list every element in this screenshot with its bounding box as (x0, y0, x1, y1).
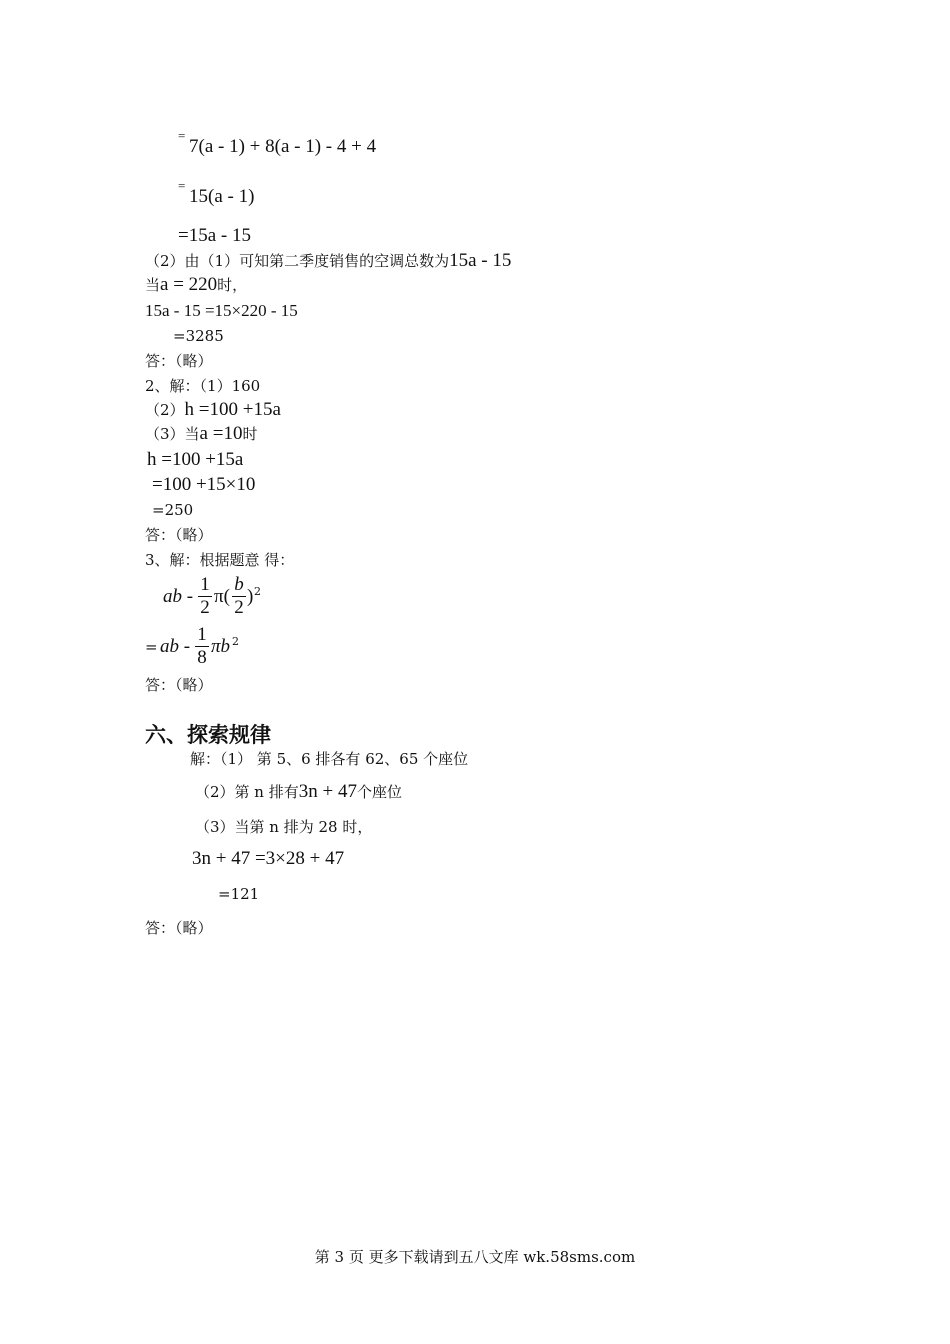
fraction-numerator: b (234, 574, 244, 595)
math-expression: a = 220 (160, 274, 218, 295)
solution-line: （3）当第 n 排为 28 时， (195, 818, 373, 836)
question-text: （2）由（1）可知第二季度销售的空调总数为 (145, 252, 450, 270)
result-line: =250 (152, 501, 194, 519)
math-expression: ) (247, 586, 254, 607)
equals-sign: = (178, 128, 186, 143)
math-expression: 3n + 47 =3×28 + 47 (192, 848, 345, 869)
math-expression: πb (211, 636, 231, 657)
answer-line: 答：（略） (145, 352, 213, 370)
answer-line: 答：（略） (145, 526, 213, 544)
question-suffix: 时 (242, 425, 258, 443)
page-footer: 第 3 页 更多下载请到五八文库 wk.58sms.com (314, 1248, 636, 1266)
equals-sign: = (178, 178, 186, 193)
question-label: （2） (145, 401, 185, 419)
solution-line: 解：（1） 第 5、6 排各有 62、65 个座位 (190, 750, 469, 768)
math-expression: ab - (163, 586, 194, 607)
answer-line: 答：（略） (145, 676, 213, 694)
math-expression: ab - (160, 636, 191, 657)
math-expression: π( (214, 586, 230, 607)
math-expression: =15a - 15 (178, 225, 251, 246)
problem-title: 3、解：根据题意 得： (145, 551, 295, 569)
solution-text: （2）第 n 排有 (195, 783, 299, 801)
exponent: 2 (254, 585, 261, 598)
problem-title: 2、解：（1）160 (145, 377, 261, 395)
question-label: （3）当 (145, 425, 200, 443)
condition-line (145, 275, 247, 295)
math-expression: 15a - 15 =15×220 - 15 (145, 301, 298, 320)
fraction (198, 575, 212, 618)
fraction-numerator: 1 (200, 574, 210, 595)
math-expression: 7(a - 1) + 8(a - 1) - 4 + 4 (189, 136, 377, 157)
math-expression: =100 +15×10 (152, 474, 256, 495)
solution-suffix: 个座位 (356, 783, 402, 801)
condition-text: 当 (145, 276, 161, 294)
exponent: 2 (232, 635, 239, 648)
math-expression: a =10 (199, 423, 243, 444)
question-line (145, 251, 511, 271)
condition-suffix: 时， (217, 276, 248, 294)
fraction-numerator: 1 (197, 624, 207, 645)
question-line (145, 424, 257, 444)
equals-sign: = (145, 638, 158, 656)
solution-line (195, 782, 402, 802)
fraction-denominator: 2 (200, 597, 210, 618)
result-line: =121 (218, 885, 260, 903)
math-expression: 15(a - 1) (189, 186, 255, 207)
section-heading: 六、探索规律 (145, 723, 271, 747)
math-expression: h =100 +15a (147, 449, 244, 470)
fraction-denominator: 2 (234, 597, 244, 618)
math-expression: 3n + 47 (298, 781, 357, 802)
answer-line: 答：（略） (145, 919, 213, 937)
fraction (232, 575, 246, 618)
result-line: =3285 (173, 327, 224, 345)
question-line (145, 400, 281, 420)
math-expression: 15a - 15 (449, 250, 512, 271)
math-expression: h =100 +15a (184, 399, 281, 420)
fraction-denominator: 8 (197, 647, 207, 668)
fraction (195, 625, 209, 668)
